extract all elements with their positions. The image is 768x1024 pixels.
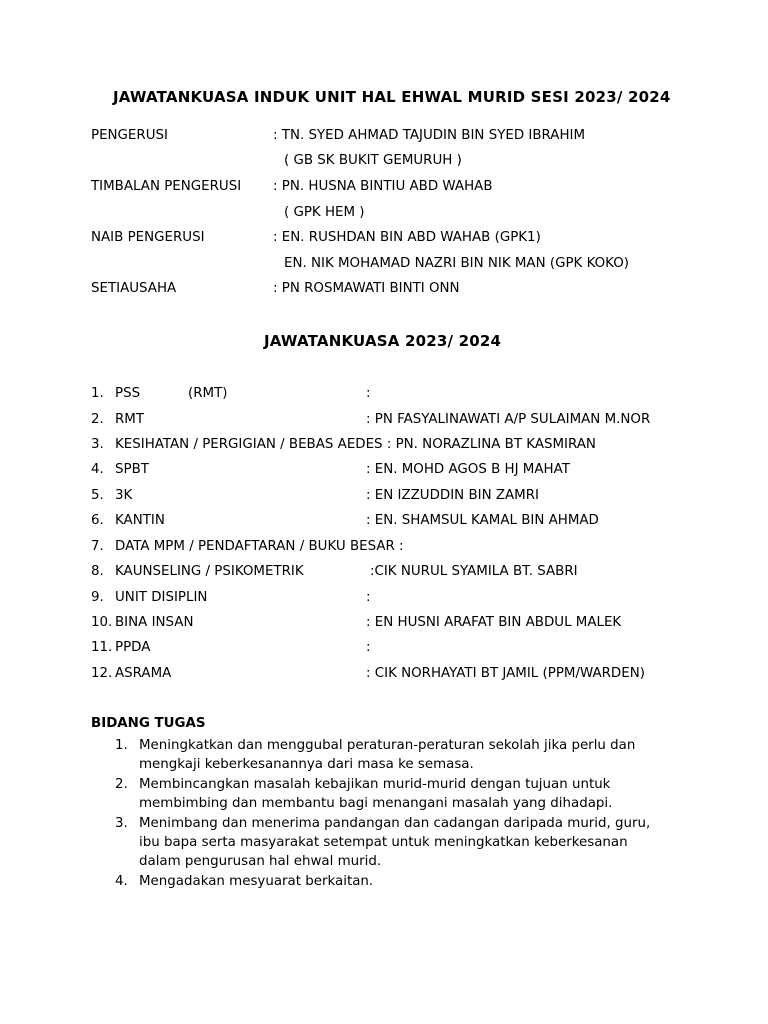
list-item-label: PSS <box>115 386 141 401</box>
role-name: : TN. SYED AHMAD TAJUDIN BIN SYED IBRAHIM <box>273 128 586 143</box>
list-item-label: KANTIN <box>115 513 165 528</box>
list-item-number: 9. <box>91 590 104 605</box>
tugas-number: 2. <box>115 777 128 792</box>
list-item-number: 1. <box>91 386 104 401</box>
role-label: SETIAUSAHA <box>91 281 177 296</box>
list-item-label: KAUNSELING / PSIKOMETRIK <box>115 564 304 579</box>
list-item-number: 6. <box>91 513 104 528</box>
list-item-number: 12. <box>91 666 113 681</box>
role-extra: ( GPK HEM ) <box>284 205 365 220</box>
committee-title: JAWATANKUASA 2023/ 2024 <box>264 332 502 350</box>
tugas-number: 3. <box>115 816 128 831</box>
list-item-value: : <box>366 386 371 401</box>
list-item-value: : EN HUSNI ARAFAT BIN ABDUL MALEK <box>366 615 622 630</box>
list-item-number: 10. <box>91 615 113 630</box>
list-item-number: 8. <box>91 564 104 579</box>
tugas-line: mengkaji keberkesanannya dari masa ke semasa. <box>139 757 474 772</box>
tugas-line: Menimbang dan menerima pandangan dan cadangan daripada murid, guru, <box>139 816 651 831</box>
tugas-number: 1. <box>115 738 128 753</box>
tugas-line: Membincangkan masalah kebajikan murid-murid dengan tujuan untuk <box>139 777 611 792</box>
list-item-value: :CIK NURUL SYAMILA BT. SABRI <box>370 564 578 579</box>
list-item-value: : EN. MOHD AGOS B HJ MAHAT <box>366 462 570 477</box>
role-extra: EN. NIK MOHAMAD NAZRI BIN NIK MAN (GPK KOKO) <box>284 256 629 271</box>
tugas-line: dalam pengurusan hal ehwal murid. <box>139 854 382 869</box>
list-item-label: DATA MPM / PENDAFTARAN / BUKU BESAR : <box>115 539 404 554</box>
tugas-line: membimbing dan membantu bagi menangani masalah yang dihadapi. <box>139 796 613 811</box>
list-item-label: UNIT DISIPLIN <box>115 590 208 605</box>
role-extra: ( GB SK BUKIT GEMURUH ) <box>284 153 462 168</box>
role-name: : PN. HUSNA BINTIU ABD WAHAB <box>273 179 493 194</box>
list-item-value: : <box>366 640 371 655</box>
list-item-number: 5. <box>91 488 104 503</box>
role-label: TIMBALAN PENGERUSI <box>91 179 242 194</box>
list-item-label: BINA INSAN <box>115 615 194 630</box>
list-item-label: RMT <box>115 412 145 427</box>
tugas-line: Meningkatkan dan menggubal peraturan-peraturan sekolah jika perlu dan <box>139 738 636 753</box>
list-item-value: : EN IZZUDDIN BIN ZAMRI <box>366 488 539 503</box>
tugas-number: 4. <box>115 874 128 889</box>
list-item-label: PPDA <box>115 640 151 655</box>
list-item-number: 11. <box>91 640 113 655</box>
list-item-number: 7. <box>91 539 104 554</box>
list-item-label: KESIHATAN / PERGIGIAN / BEBAS AEDES : PN. NORAZLINA BT KASMIRAN <box>115 437 596 452</box>
list-item-number: 4. <box>91 462 104 477</box>
role-label: PENGERUSI <box>91 128 168 143</box>
bidang-tugas-heading: BIDANG TUGAS <box>91 716 206 731</box>
list-item-value: : CIK NORHAYATI BT JAMIL (PPM/WARDEN) <box>366 666 645 681</box>
list-item-label: SPBT <box>115 462 149 477</box>
list-item-number: 2. <box>91 412 104 427</box>
page-title: JAWATANKUASA INDUK UNIT HAL EHWAL MURID SESI 2023/ 2024 <box>113 88 671 106</box>
list-item-value: : EN. SHAMSUL KAMAL BIN AHMAD <box>366 513 599 528</box>
tugas-line: ibu bapa serta masyarakat setempat untuk meningkatkan keberkesanan <box>139 835 628 850</box>
list-item-number: 3. <box>91 437 104 452</box>
list-item-value: : <box>366 590 371 605</box>
list-item-label: 3K <box>115 488 133 503</box>
role-name: : EN. RUSHDAN BIN ABD WAHAB (GPK1) <box>273 230 541 245</box>
tugas-line: Mengadakan mesyuarat berkaitan. <box>139 874 374 889</box>
role-label: NAIB PENGERUSI <box>91 230 205 245</box>
role-name: : PN ROSMAWATI BINTI ONN <box>273 281 460 296</box>
list-item-value: : PN FASYALINAWATI A/P SULAIMAN M.NOR <box>366 412 651 427</box>
list-item-extra: (RMT) <box>188 386 228 401</box>
list-item-label: ASRAMA <box>115 666 172 681</box>
